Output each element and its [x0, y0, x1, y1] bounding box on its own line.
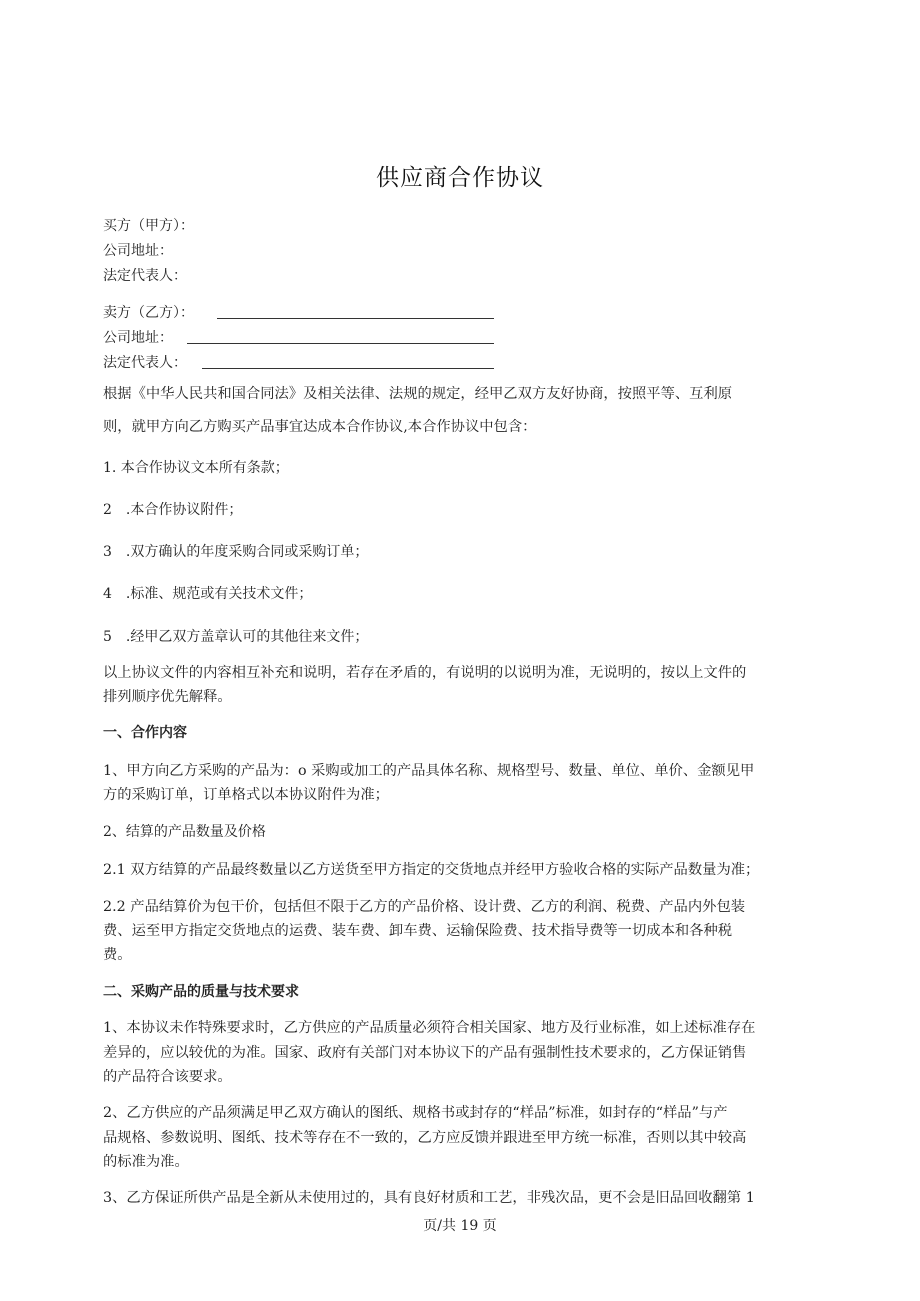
section-2-item-2-line-2: 品规格、参数说明、图纸、技术等存在不一致的，乙方应反馈并跟进至甲方统一标准，否则以其中较高	[103, 1130, 747, 1146]
section-1-item-2-1: 2.1 双方结算的产品最终数量以乙方送货至甲方指定的交货地点并经甲方验收合格的实际产品数量为准；	[103, 862, 760, 878]
section-2-item-3-line-1: 3、乙方保证所供产品是全新从未使用过的，具有良好材质和工艺，非残次品，更不会是旧品回收翻第 1	[103, 1190, 755, 1206]
seller-party-label: 卖方（乙方）：	[103, 305, 194, 321]
list-item: 3 .双方确认的年度采购合同或采购订单；	[103, 544, 369, 560]
seller-address-label: 公司地址：	[103, 330, 173, 346]
section-2-item-2-line-3: 的标准为准。	[103, 1154, 189, 1170]
seller-rep-label: 法定代表人：	[103, 355, 187, 371]
list-item: 5 .经甲乙双方盖章认可的其他往来文件；	[103, 629, 369, 645]
list-item: 2 .本合作协议附件；	[103, 502, 243, 518]
precedence-line-2: 排列顺序优先解释。	[103, 689, 232, 705]
seller-party-underline	[217, 318, 494, 319]
seller-rep-underline	[202, 368, 494, 369]
buyer-rep-label: 法定代表人：	[103, 268, 187, 284]
document-title: 供应商合作协议	[376, 165, 544, 191]
section-2-item-1-line-3: 的产品符合该要求。	[103, 1069, 232, 1085]
section-1-item-1-line-1: 1、甲方向乙方采购的产品为：o 采购或加工的产品具体名称、规格型号、数量、单位、单价、金额见甲	[103, 763, 755, 779]
page-footer: 页/共 19 页	[423, 1218, 497, 1234]
buyer-address-label: 公司地址：	[103, 243, 173, 259]
intro-line-2: 则，就甲方向乙方购买产品事宜达成本合作协议,本合作协议中包含：	[103, 419, 537, 435]
section-1-item-2-2-line-1: 2.2 产品结算价为包干价，包括但不限于乙方的产品价格、设计费、乙方的利润、税费、产品内外包装	[103, 899, 746, 915]
list-item: 1. 本合作协议文本所有条款；	[103, 460, 289, 476]
seller-address-underline	[187, 343, 494, 344]
section-2-item-2-line-1: 2、乙方供应的产品须满足甲乙双方确认的图纸、规格书或封存的“样品”标准，如封存的“样品”与产	[103, 1105, 728, 1121]
precedence-line-1: 以上协议文件的内容相互补充和说明，若存在矛盾的，有说明的以说明为准，无说明的，按以上文件的	[103, 665, 747, 681]
section-1-item-2: 2、结算的产品数量及价格	[103, 824, 266, 840]
section-1-heading: 一、合作内容	[103, 725, 187, 741]
buyer-party-label: 买方（甲方）：	[103, 218, 194, 234]
section-1-item-2-2-line-2: 费、运至甲方指定交货地点的运费、装车费、卸车费、运输保险费、技术指导费等一切成本和各种税	[103, 923, 733, 939]
section-2-heading: 二、采购产品的质量与技术要求	[103, 984, 299, 1000]
intro-line-1: 根据《中华人民共和国合同法》及相关法律、法规的规定，经甲乙双方友好协商，按照平等、互利原	[103, 386, 733, 402]
section-1-item-2-2-line-3: 费。	[103, 947, 132, 963]
section-2-item-1-line-2: 差异的，应以较优的为准。国家、政府有关部门对本协议下的产品有强制性技术要求的，乙方保证销售	[103, 1045, 747, 1061]
section-1-item-1-line-2: 方的采购订单，订单格式以本协议附件为准；	[103, 787, 389, 803]
list-item: 4 .标准、规范或有关技术文件；	[103, 586, 313, 602]
section-2-item-1-line-1: 1、本协议未作特殊要求时，乙方供应的产品质量必须符合相关国家、地方及行业标准，如上述标准存在	[103, 1020, 756, 1036]
